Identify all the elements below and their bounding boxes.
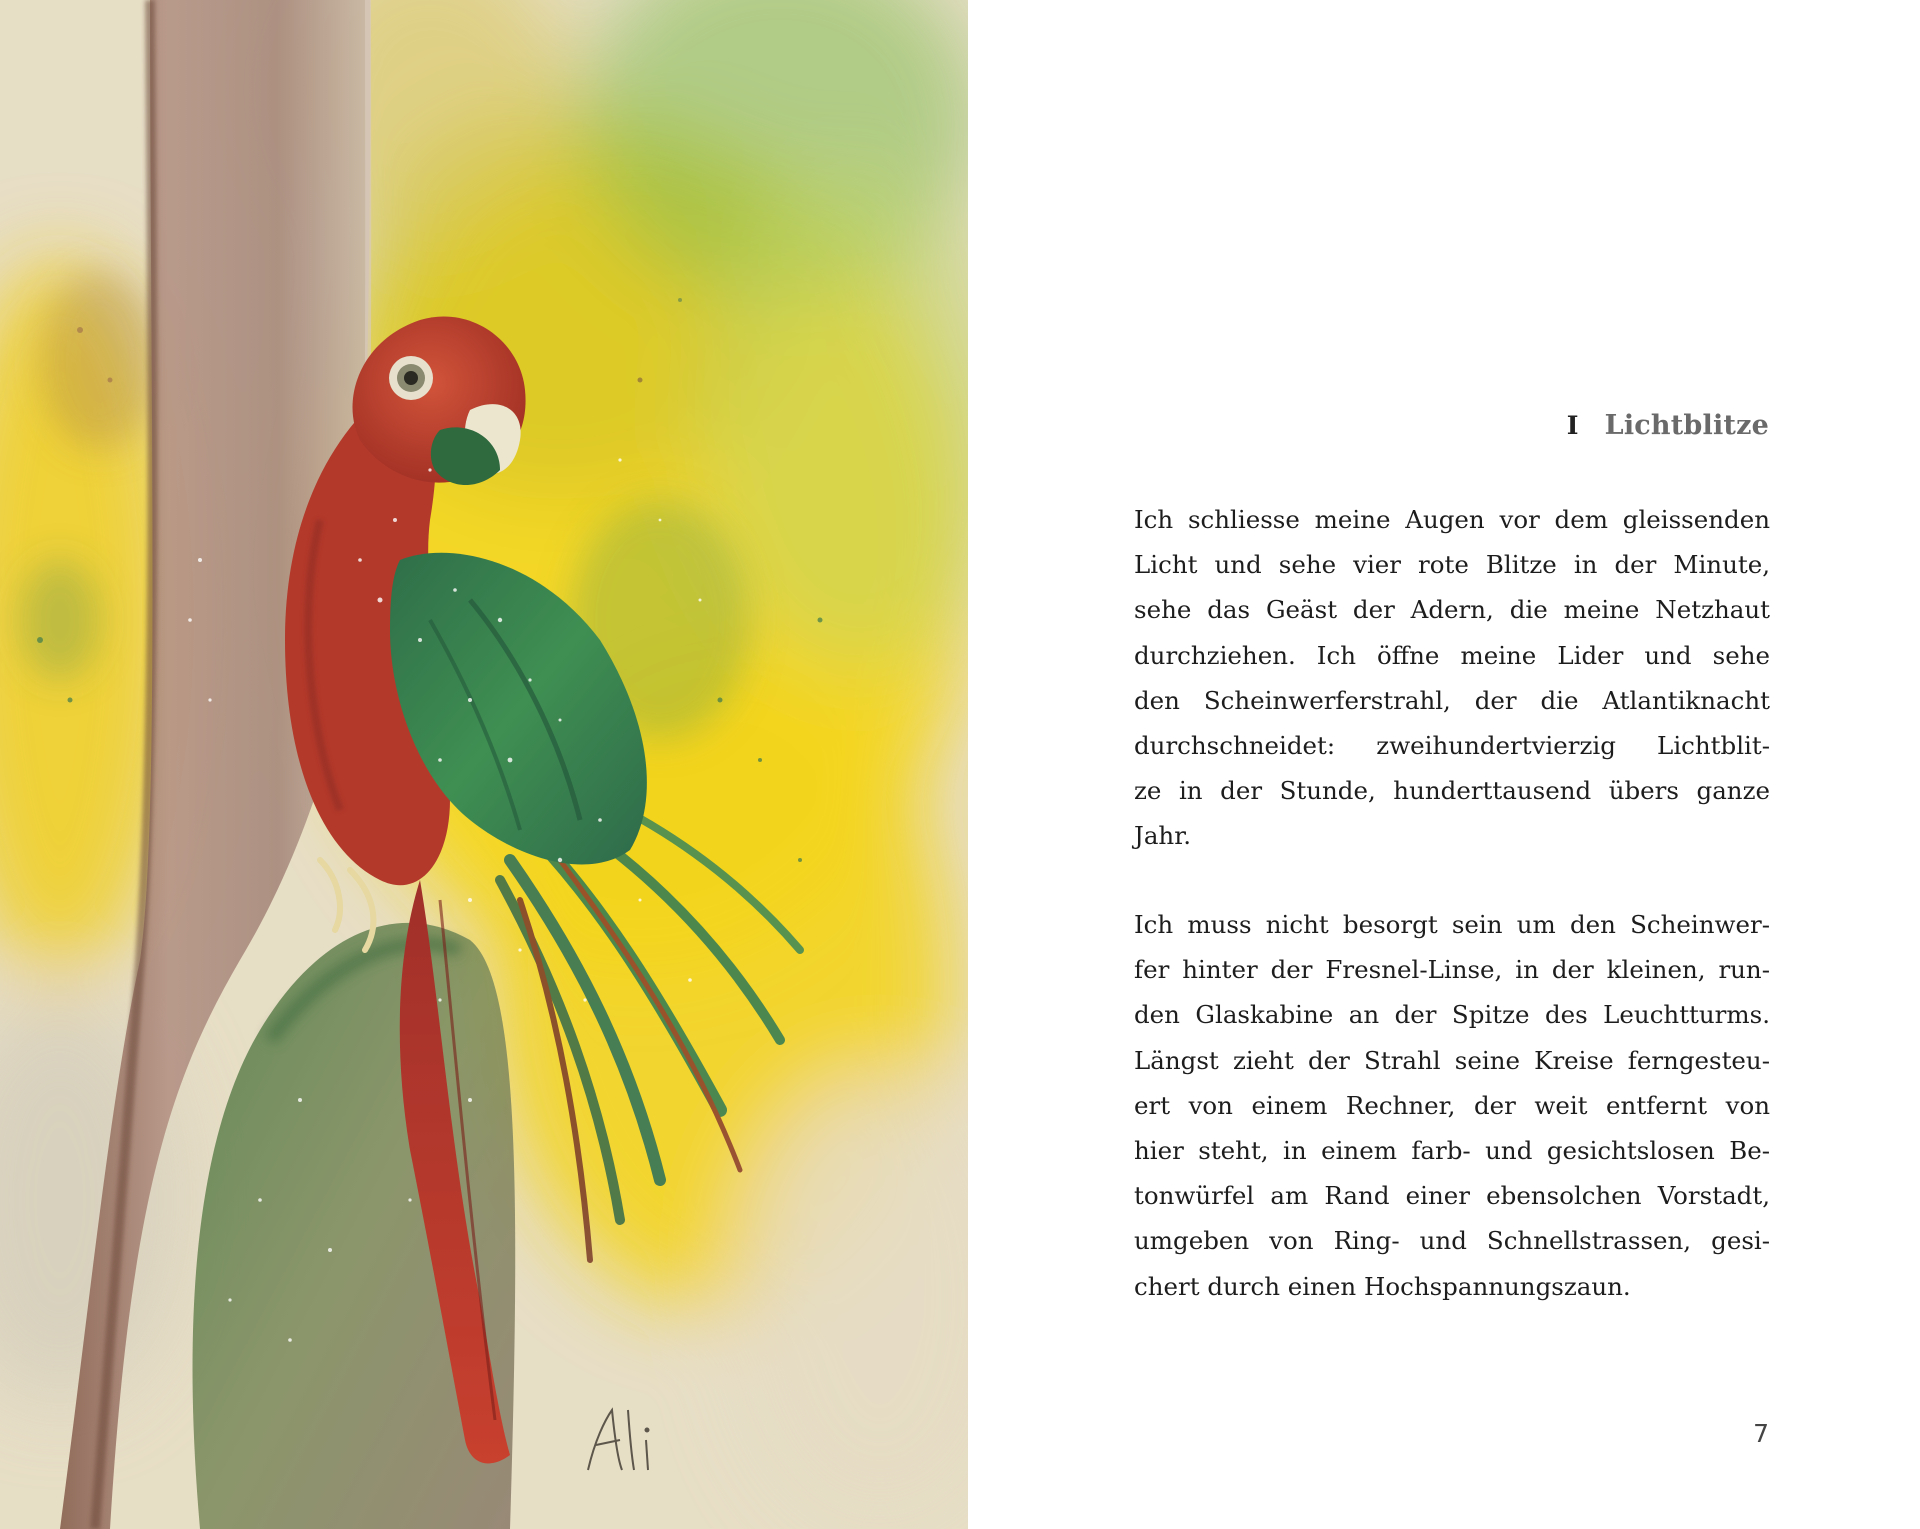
text-line: Längst zieht der Strahl seine Kreise ferngesteu- bbox=[1134, 1045, 1770, 1075]
text-line: ert von einem Rechner, der weit entfernt von bbox=[1134, 1090, 1770, 1120]
text-line: hier steht, in einem farb- und gesichtslosen Be- bbox=[1134, 1135, 1770, 1165]
text-line: sehe das Geäst der Adern, die meine Netzhaut bbox=[1134, 595, 1770, 625]
text-line: Licht und sehe vier rote Blitze in der Minute, bbox=[1134, 550, 1770, 580]
text-line: Ich muss nicht besorgt sein um den Scheinwer- bbox=[1134, 910, 1770, 939]
chapter-title: Lichtblitze bbox=[1604, 410, 1769, 441]
chapter-number: I bbox=[1566, 411, 1579, 440]
page-number: 7 bbox=[1753, 1419, 1769, 1448]
text-line: den Glaskabine an der Spitze des Leuchtturms. bbox=[1134, 1000, 1770, 1030]
text-page bbox=[968, 0, 1920, 1529]
text-line: fer hinter der Fresnel-Linse, in der kleinen, run- bbox=[1134, 955, 1770, 985]
text-line: ze in der Stunde, hunderttausend übers ganze bbox=[1134, 776, 1770, 806]
text-line: den Scheinwerferstrahl, der die Atlantiknacht bbox=[1134, 685, 1770, 715]
text-line: tonwürfel am Rand einer ebensolchen Vorstadt, bbox=[1134, 1181, 1770, 1211]
chapter-heading bbox=[1567, 410, 1769, 441]
paragraph-1 bbox=[1134, 497, 1770, 859]
text-line: durchschneidet: zweihundertvierzig Lichtblit- bbox=[1134, 730, 1770, 760]
text-line: Ich schliesse meine Augen vor dem gleissenden bbox=[1134, 505, 1770, 534]
text-line: Jahr. bbox=[1134, 821, 1192, 851]
text-line: chert durch einen Hochspannungszaun. bbox=[1134, 1271, 1631, 1301]
text-line: umgeben von Ring- und Schnellstrassen, gesi- bbox=[1134, 1226, 1770, 1256]
text-line: durchziehen. Ich öffne meine Lider und sehe bbox=[1134, 640, 1770, 670]
paragraph-2 bbox=[1134, 902, 1770, 1309]
